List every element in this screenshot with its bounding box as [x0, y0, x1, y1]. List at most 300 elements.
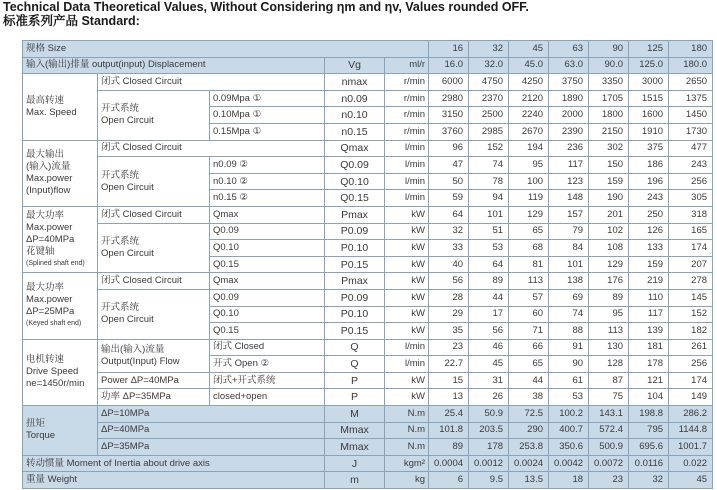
value-cell: 87: [589, 372, 629, 389]
speed-group-label: [23, 74, 98, 140]
unit-cell: kW: [385, 223, 429, 240]
value-cell: 174: [669, 372, 713, 389]
value-cell: 121: [629, 372, 669, 389]
value-cell: 1705: [589, 90, 629, 107]
group-label-line: Max.power: [26, 221, 73, 233]
symbol-cell: Pmax: [325, 206, 385, 223]
condition-cell: 0.15Mpa ①: [210, 123, 325, 140]
group-label-line: 最大功率: [26, 209, 65, 221]
value-cell: 572.4: [589, 422, 629, 439]
inertia-row: [23, 455, 713, 472]
value-cell: 1890: [549, 90, 589, 107]
value-cell: 63.0: [549, 57, 589, 74]
size-value: 180: [669, 41, 713, 58]
condition-cell: Q0.10: [210, 240, 325, 257]
group-label-line: Open Circuit: [101, 247, 154, 259]
value-cell: 15: [429, 372, 469, 389]
torque-10-row: [23, 406, 713, 423]
unit-cell: l/min: [385, 157, 429, 174]
speed-closed-row: [23, 74, 713, 91]
flow-group-label: [23, 140, 98, 206]
weight-label: 重量 Weight: [23, 472, 325, 489]
symbol-cell: m: [325, 472, 385, 489]
group-label-line: ne=1450r/min: [26, 378, 85, 390]
motor-p40-row: [23, 372, 713, 389]
symbol-cell: Mmax: [325, 439, 385, 456]
value-cell: 1375: [669, 90, 713, 107]
symbol-cell: P: [325, 389, 385, 406]
unit-cell: l/min: [385, 356, 429, 373]
value-cell: 125.0: [629, 57, 669, 74]
value-cell: 84: [549, 240, 589, 257]
value-cell: 91: [549, 339, 589, 356]
group-label-line: Open Circuit: [101, 181, 154, 193]
value-cell: 1001.7: [669, 439, 713, 456]
value-cell: 1800: [589, 107, 629, 124]
condition-cell: 0.09Mpa ①: [210, 90, 325, 107]
unit-cell: N.m: [385, 422, 429, 439]
symbol-cell: P: [325, 372, 385, 389]
unit-cell: kW: [385, 372, 429, 389]
motor-group-label: [23, 339, 98, 405]
unit-cell: kg: [385, 472, 429, 489]
unit-cell: kW: [385, 323, 429, 340]
value-cell: 53: [469, 240, 509, 257]
motor-closed-row: [23, 339, 713, 356]
value-cell: 100.2: [549, 406, 589, 423]
value-cell: 2240: [509, 107, 549, 124]
symbol-cell: M: [325, 406, 385, 423]
size-value: 90: [589, 41, 629, 58]
symbol-cell: P0.15: [325, 256, 385, 273]
power-header-label: 功率 ΔP=35MPa: [98, 389, 210, 406]
group-label-line: Max.power: [26, 173, 73, 185]
value-cell: 110: [629, 289, 669, 306]
value-cell: 100: [509, 173, 549, 190]
value-cell: 6000: [429, 74, 469, 91]
group-label-line: Torque: [26, 430, 56, 442]
technical-data-table: [22, 40, 713, 489]
unit-cell: kW: [385, 306, 429, 323]
symbol-cell: P0.15: [325, 323, 385, 340]
value-cell: 133: [629, 240, 669, 257]
value-cell: 102: [589, 223, 629, 240]
condition-cell: Qmax: [210, 206, 325, 223]
value-cell: 219: [629, 273, 669, 290]
value-cell: 159: [629, 256, 669, 273]
value-cell: 1515: [629, 90, 669, 107]
power2-009-row: [23, 289, 713, 306]
value-cell: 89: [469, 273, 509, 290]
speed-009-row: [23, 90, 713, 107]
value-cell: 0.0042: [549, 455, 589, 472]
value-cell: 32: [429, 223, 469, 240]
condition-cell: Q0.10: [210, 306, 325, 323]
value-cell: 117: [549, 157, 589, 174]
value-cell: 174: [669, 240, 713, 257]
value-cell: 35: [429, 323, 469, 340]
group-label-line: ΔP=40MPa: [26, 233, 75, 245]
value-cell: 302: [589, 140, 629, 157]
value-cell: 1730: [669, 123, 713, 140]
value-cell: 148: [549, 190, 589, 207]
value-cell: 68: [509, 240, 549, 257]
value-cell: 278: [669, 273, 713, 290]
value-cell: 2650: [669, 74, 713, 91]
value-cell: 123: [549, 173, 589, 190]
value-cell: 74: [469, 157, 509, 174]
value-cell: 138: [549, 273, 589, 290]
unit-cell: kW: [385, 256, 429, 273]
value-cell: 94: [469, 190, 509, 207]
value-cell: 1450: [669, 107, 713, 124]
value-cell: 176: [589, 273, 629, 290]
group-label-line: 最大输出: [26, 149, 65, 161]
symbol-cell: nmax: [325, 74, 385, 91]
value-cell: 256: [669, 173, 713, 190]
group-label-line: 最大功率: [26, 282, 65, 293]
condition-cell: Q0.15: [210, 323, 325, 340]
value-cell: 2670: [509, 123, 549, 140]
value-cell: 9.5: [469, 472, 509, 489]
value-cell: 165: [669, 223, 713, 240]
value-cell: 2000: [549, 107, 589, 124]
value-cell: 64: [429, 206, 469, 223]
condition-cell: ΔP=35MPa: [98, 439, 325, 456]
group-label-line: (Splined shaft end): [26, 259, 85, 267]
value-cell: 256: [669, 356, 713, 373]
value-cell: 194: [509, 140, 549, 157]
value-cell: 45: [669, 472, 713, 489]
symbol-cell: n0.09: [325, 90, 385, 107]
value-cell: 101: [469, 206, 509, 223]
value-cell: 198.8: [629, 406, 669, 423]
value-cell: 95: [509, 157, 549, 174]
open-circuit-label: [98, 223, 210, 273]
power2-closed-row: [23, 273, 713, 290]
unit-cell: kW: [385, 289, 429, 306]
value-cell: 0.0024: [509, 455, 549, 472]
value-cell: 51: [469, 223, 509, 240]
group-label-line: 开式系统: [101, 302, 140, 314]
value-cell: 152: [669, 306, 713, 323]
value-cell: 129: [509, 206, 549, 223]
symbol-cell: Q0.10: [325, 173, 385, 190]
value-cell: 44: [469, 289, 509, 306]
value-cell: 149: [669, 389, 713, 406]
flow-header-label: [98, 339, 210, 372]
value-cell: 178: [629, 356, 669, 373]
unit-cell: r/min: [385, 123, 429, 140]
symbol-cell: Pmax: [325, 273, 385, 290]
group-label-line: 开式系统: [101, 235, 140, 247]
power1-group-label: [23, 206, 98, 272]
group-label-line: 输出(输入)流量: [101, 343, 165, 355]
power-header-label: Power ΔP=40MPa: [98, 372, 210, 389]
value-cell: 89: [589, 289, 629, 306]
value-cell: 2500: [469, 107, 509, 124]
value-cell: 45.0: [509, 57, 549, 74]
value-cell: 2985: [469, 123, 509, 140]
value-cell: 2150: [589, 123, 629, 140]
condition-cell: Q0.09: [210, 289, 325, 306]
value-cell: 129: [589, 256, 629, 273]
symbol-cell: P0.10: [325, 240, 385, 257]
group-label-line: Open Circuit: [101, 314, 154, 326]
value-cell: 72.5: [509, 406, 549, 423]
power1-closed-row: [23, 206, 713, 223]
value-cell: 375: [629, 140, 669, 157]
symbol-cell: P0.09: [325, 289, 385, 306]
weight-row: [23, 472, 713, 489]
condition-cell: 闭式 Closed: [210, 339, 325, 356]
value-cell: 795: [629, 422, 669, 439]
symbol-cell: P0.10: [325, 306, 385, 323]
value-cell: 186: [629, 157, 669, 174]
value-cell: 1910: [629, 123, 669, 140]
value-cell: 117: [629, 306, 669, 323]
displacement-row: [23, 57, 713, 74]
value-cell: 0.0004: [429, 455, 469, 472]
value-cell: 31: [469, 372, 509, 389]
value-cell: 152: [469, 140, 509, 157]
unit-cell: l/min: [385, 190, 429, 207]
value-cell: 243: [669, 157, 713, 174]
symbol-cell: Vg: [325, 57, 385, 74]
value-cell: 128: [589, 356, 629, 373]
value-cell: 65: [509, 223, 549, 240]
power2-group-label: [23, 273, 98, 339]
value-cell: 181: [629, 339, 669, 356]
mode-label: 闭式 Closed Circuit: [98, 206, 210, 223]
condition-cell: ΔP=10MPa: [98, 406, 325, 423]
symbol-cell: Qmax: [325, 140, 385, 157]
value-cell: 695.6: [629, 439, 669, 456]
value-cell: 89: [429, 439, 469, 456]
value-cell: 2980: [429, 90, 469, 107]
open-circuit-label: [98, 289, 210, 339]
value-cell: 243: [629, 190, 669, 207]
value-cell: 290: [509, 422, 549, 439]
condition-cell: n0.15 ②: [210, 190, 325, 207]
symbol-cell: J: [325, 455, 385, 472]
value-cell: 180.0: [669, 57, 713, 74]
value-cell: 81: [509, 256, 549, 273]
group-label-line: Open Circuit: [101, 115, 154, 127]
value-cell: 101: [549, 256, 589, 273]
value-cell: 190: [589, 190, 629, 207]
condition-cell: closed+open: [210, 389, 325, 406]
size-value: 125: [629, 41, 669, 58]
value-cell: 250: [629, 206, 669, 223]
unit-cell: l/min: [385, 173, 429, 190]
value-cell: 46: [469, 339, 509, 356]
value-cell: 4250: [509, 74, 549, 91]
unit-cell: kW: [385, 206, 429, 223]
symbol-cell: n0.10: [325, 107, 385, 124]
torque-row: [23, 422, 713, 439]
symbol-cell: P0.09: [325, 223, 385, 240]
unit-cell: ml/r: [385, 57, 429, 74]
symbol-cell: Q: [325, 339, 385, 356]
value-cell: 178: [469, 439, 509, 456]
size-value: 32: [469, 41, 509, 58]
value-cell: 90.0: [589, 57, 629, 74]
value-cell: 74: [549, 306, 589, 323]
value-cell: 145: [669, 289, 713, 306]
value-cell: 2370: [469, 90, 509, 107]
value-cell: 88: [549, 323, 589, 340]
group-label-line: (Keyed shaft end): [26, 320, 82, 327]
value-cell: 95: [589, 306, 629, 323]
motor-p35-row: [23, 389, 713, 406]
value-cell: 26: [469, 389, 509, 406]
unit-cell: N.m: [385, 439, 429, 456]
value-cell: 0.0116: [629, 455, 669, 472]
value-cell: 23: [589, 472, 629, 489]
value-cell: 203.5: [469, 422, 509, 439]
value-cell: 44: [509, 372, 549, 389]
value-cell: 318: [669, 206, 713, 223]
group-label-line: Drive Speed: [26, 366, 79, 378]
value-cell: 143.1: [589, 406, 629, 423]
symbol-cell: Q: [325, 356, 385, 373]
value-cell: 1144.8: [669, 422, 713, 439]
group-label-line: ΔP=25MPa: [26, 306, 75, 317]
mode-label: 闭式 Closed Circuit: [98, 74, 325, 91]
value-cell: 157: [549, 206, 589, 223]
value-cell: 90: [549, 356, 589, 373]
value-cell: 108: [589, 240, 629, 257]
unit-cell: l/min: [385, 339, 429, 356]
unit-cell: l/min: [385, 140, 429, 157]
group-label-line: Max.power: [26, 294, 73, 305]
value-cell: 32.0: [469, 57, 509, 74]
value-cell: 69: [549, 289, 589, 306]
value-cell: 305: [669, 190, 713, 207]
value-cell: 50: [429, 173, 469, 190]
unit-cell: N.m: [385, 406, 429, 423]
value-cell: 500.9: [589, 439, 629, 456]
open-circuit-label: [98, 90, 210, 140]
unit-cell: r/min: [385, 107, 429, 124]
inertia-label: 转动惯量 Moment of Inertia about drive axis: [23, 455, 325, 472]
value-cell: 3350: [589, 74, 629, 91]
value-cell: 29: [429, 306, 469, 323]
page-title: Technical Data Theoretical Values, Without Considering ηm and ηv, Values rounded OFF.: [3, 0, 529, 14]
value-cell: 286.2: [669, 406, 713, 423]
condition-cell: ΔP=40MPa: [98, 422, 325, 439]
value-cell: 400.7: [549, 422, 589, 439]
value-cell: 0.0012: [469, 455, 509, 472]
condition-cell: 闭式+开式系统: [210, 372, 325, 389]
value-cell: 2120: [509, 90, 549, 107]
value-cell: 50.9: [469, 406, 509, 423]
value-cell: 159: [589, 173, 629, 190]
value-cell: 33: [429, 240, 469, 257]
value-cell: 130: [589, 339, 629, 356]
group-label-line: 花键轴: [26, 245, 55, 257]
value-cell: 28: [429, 289, 469, 306]
symbol-cell: Mmax: [325, 422, 385, 439]
value-cell: 182: [669, 323, 713, 340]
value-cell: 261: [669, 339, 713, 356]
unit-cell: kW: [385, 389, 429, 406]
group-label-line: Output(Input) Flow: [101, 355, 180, 367]
value-cell: 64: [469, 256, 509, 273]
value-cell: 66: [509, 339, 549, 356]
group-label-line: 开式系统: [101, 103, 140, 115]
value-cell: 57: [509, 289, 549, 306]
group-label-line: (Input)flow: [26, 185, 71, 197]
displacement-label: 输入(输出)排量 output(input) Displacement: [23, 57, 325, 74]
value-cell: 207: [669, 256, 713, 273]
value-cell: 32: [629, 472, 669, 489]
value-cell: 18: [549, 472, 589, 489]
value-cell: 78: [469, 173, 509, 190]
group-label-line: 扭矩: [26, 418, 46, 430]
page-subtitle: 标准系列产品 Standard:: [3, 14, 140, 28]
value-cell: 196: [629, 173, 669, 190]
value-cell: 253.8: [509, 439, 549, 456]
value-cell: 2390: [549, 123, 589, 140]
value-cell: 56: [429, 273, 469, 290]
condition-cell: Qmax: [210, 273, 325, 290]
value-cell: 16.0: [429, 57, 469, 74]
value-cell: 0.022: [669, 455, 713, 472]
mode-label: 闭式 Closed Circuit: [98, 273, 210, 290]
value-cell: 113: [589, 323, 629, 340]
value-cell: 350.6: [549, 439, 589, 456]
group-label-line: 电机转速: [26, 354, 65, 366]
value-cell: 236: [549, 140, 589, 157]
value-cell: 104: [629, 389, 669, 406]
value-cell: 477: [669, 140, 713, 157]
size-value: 63: [549, 41, 589, 58]
value-cell: 3150: [429, 107, 469, 124]
value-cell: 3750: [549, 74, 589, 91]
condition-cell: Q0.15: [210, 256, 325, 273]
condition-cell: 开式 Open ②: [210, 356, 325, 373]
unit-cell: kW: [385, 240, 429, 257]
unit-cell: kW: [385, 273, 429, 290]
value-cell: 38: [509, 389, 549, 406]
value-cell: 23: [429, 339, 469, 356]
flow-009-row: [23, 157, 713, 174]
power1-009-row: [23, 223, 713, 240]
value-cell: 22.7: [429, 356, 469, 373]
value-cell: 4750: [469, 74, 509, 91]
unit-cell: kgm²: [385, 455, 429, 472]
value-cell: 126: [629, 223, 669, 240]
value-cell: 47: [429, 157, 469, 174]
size-row: [23, 41, 713, 58]
value-cell: 17: [469, 306, 509, 323]
value-cell: 119: [509, 190, 549, 207]
mode-label: 闭式 Closed Circuit: [98, 140, 325, 157]
value-cell: 3000: [629, 74, 669, 91]
value-cell: 56: [469, 323, 509, 340]
value-cell: 96: [429, 140, 469, 157]
value-cell: 61: [549, 372, 589, 389]
unit-cell: r/min: [385, 74, 429, 91]
value-cell: 13.5: [509, 472, 549, 489]
condition-cell: 0.10Mpa ①: [210, 107, 325, 124]
value-cell: 201: [589, 206, 629, 223]
value-cell: 53: [549, 389, 589, 406]
value-cell: 71: [509, 323, 549, 340]
value-cell: 40: [429, 256, 469, 273]
